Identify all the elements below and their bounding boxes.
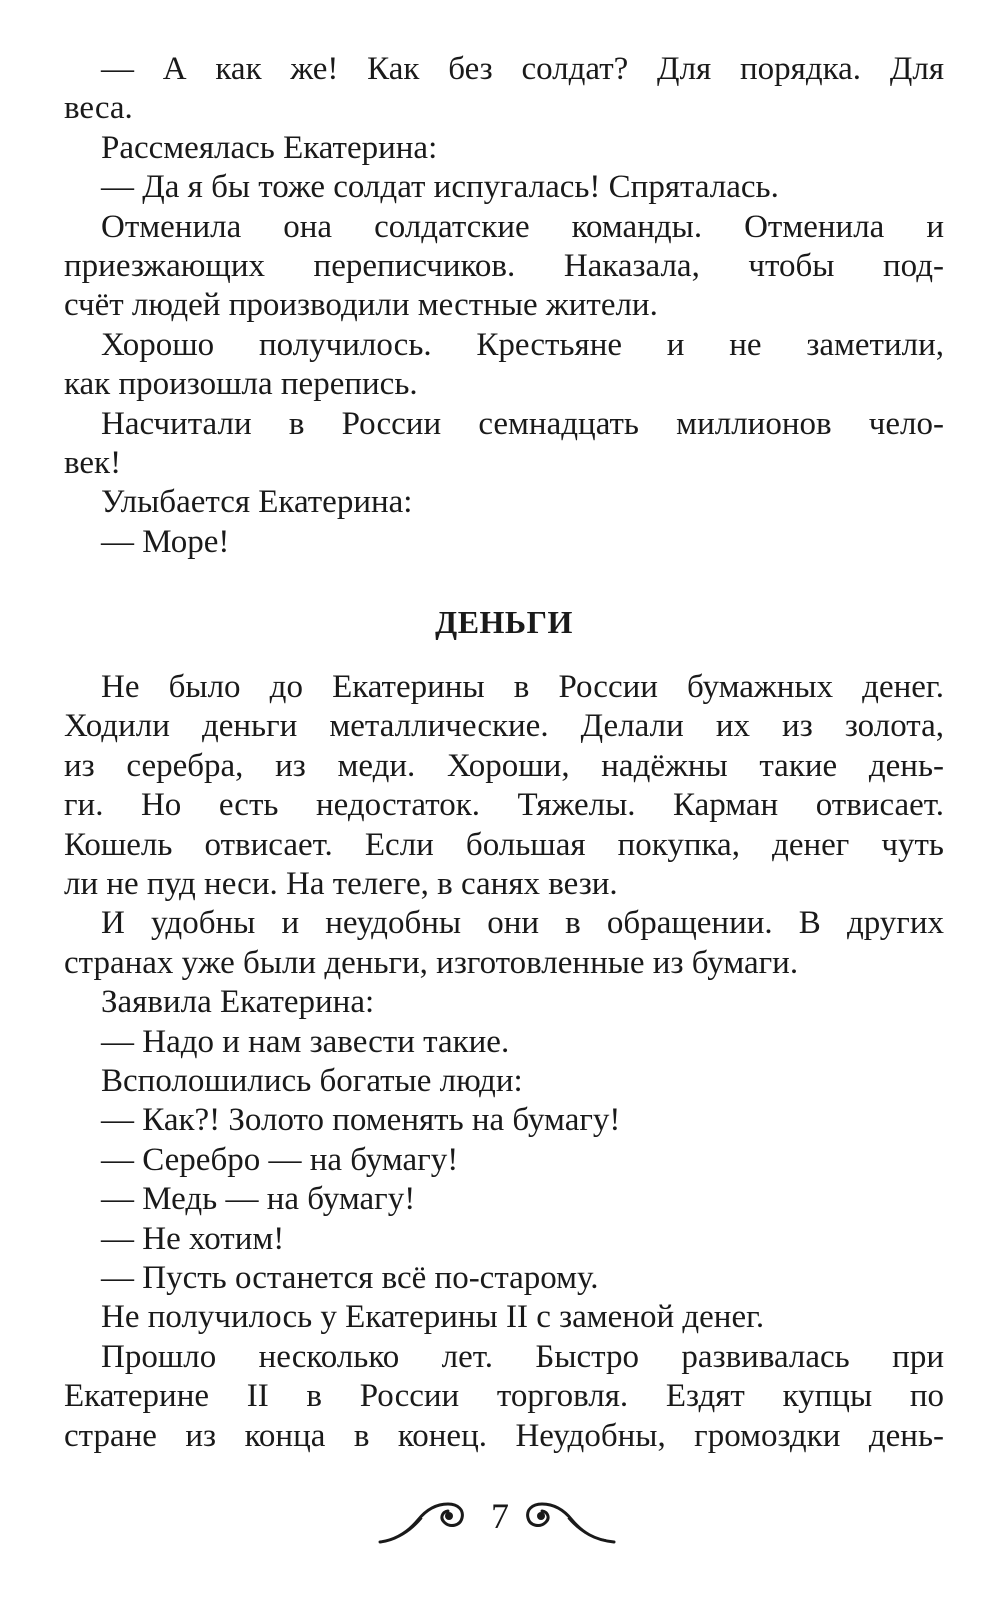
section-census bbox=[64, 50, 944, 562]
text-line: век! bbox=[64, 444, 122, 481]
text-line: Хорошо получилось. Крестьяне и не заметили, bbox=[101, 326, 944, 363]
text-line: — Не хотим! bbox=[101, 1220, 285, 1257]
text-line: — Да я бы тоже солдат испугалась! Спряталась. bbox=[101, 169, 779, 206]
text-line: Всполошились богатые люди: bbox=[101, 1062, 523, 1099]
text-line: Екатерине II в России торговля. Ездят купцы по bbox=[64, 1378, 944, 1415]
text-line: ги. Но есть недостаток. Тяжелы. Карман отвисает. bbox=[64, 787, 944, 824]
text-line: Не было до Екатерины в России бумажных денег. bbox=[101, 669, 944, 706]
text-line: приезжающих переписчиков. Наказала, чтобы под- bbox=[64, 247, 944, 284]
text-line: стране из конца в конец. Неудобны, громоздки день- bbox=[64, 1417, 944, 1454]
text-line: Улыбается Екатерина: bbox=[101, 484, 413, 521]
text-line: Заявила Екатерина: bbox=[101, 984, 375, 1021]
text-line: Рассмеялась Екатерина: bbox=[101, 129, 438, 166]
text-line: как произошла перепись. bbox=[64, 366, 418, 403]
text-line: из серебра, из меди. Хороши, надёжны такие день- bbox=[64, 747, 944, 784]
text-line: — Серебро — на бумагу! bbox=[101, 1141, 459, 1178]
text-line: Кошель отвисает. Если большая покупка, денег чуть bbox=[64, 826, 944, 863]
page-number: 7 bbox=[491, 1496, 509, 1536]
text-line: веса. bbox=[64, 90, 133, 127]
text-line: Отменила она солдатские команды. Отменила и bbox=[101, 208, 944, 245]
text-line: счёт людей производили местные жители. bbox=[64, 287, 658, 324]
section-heading: ДЕНЬГИ bbox=[435, 604, 573, 641]
section-money bbox=[64, 668, 944, 1456]
text-line: — Пусть останется всё по-старому. bbox=[101, 1259, 599, 1296]
text-line: Насчитали в России семнадцать миллионов чело- bbox=[101, 405, 944, 442]
text-line: Прошло несколько лет. Быстро развивалась при bbox=[101, 1338, 944, 1375]
text-line: ли не пуд неси. На телеге, в санях вези. bbox=[64, 866, 618, 903]
text-line: — А как же! Как без солдат? Для порядка. Для bbox=[101, 51, 944, 87]
text-line: странах уже были деньги, изготовленные из бумаги. bbox=[64, 944, 799, 981]
text-line: — Как?! Золото поменять на бумагу! bbox=[101, 1102, 621, 1139]
left-flourish-icon bbox=[378, 1494, 470, 1550]
text-line: — Надо и нам завести такие. bbox=[101, 1023, 510, 1060]
text-line: Ходили деньги металлические. Делали их из золота, bbox=[64, 708, 944, 745]
page-body bbox=[64, 50, 944, 1456]
text-line: И удобны и неудобны они в обращении. В других bbox=[101, 905, 944, 942]
text-line: — Море! bbox=[101, 523, 230, 560]
text-line: — Медь — на бумагу! bbox=[101, 1181, 416, 1218]
page-footer bbox=[0, 1488, 1000, 1558]
right-flourish-icon bbox=[522, 1494, 618, 1550]
text-line: Не получилось у Екатерины II с заменой денег. bbox=[101, 1299, 765, 1336]
